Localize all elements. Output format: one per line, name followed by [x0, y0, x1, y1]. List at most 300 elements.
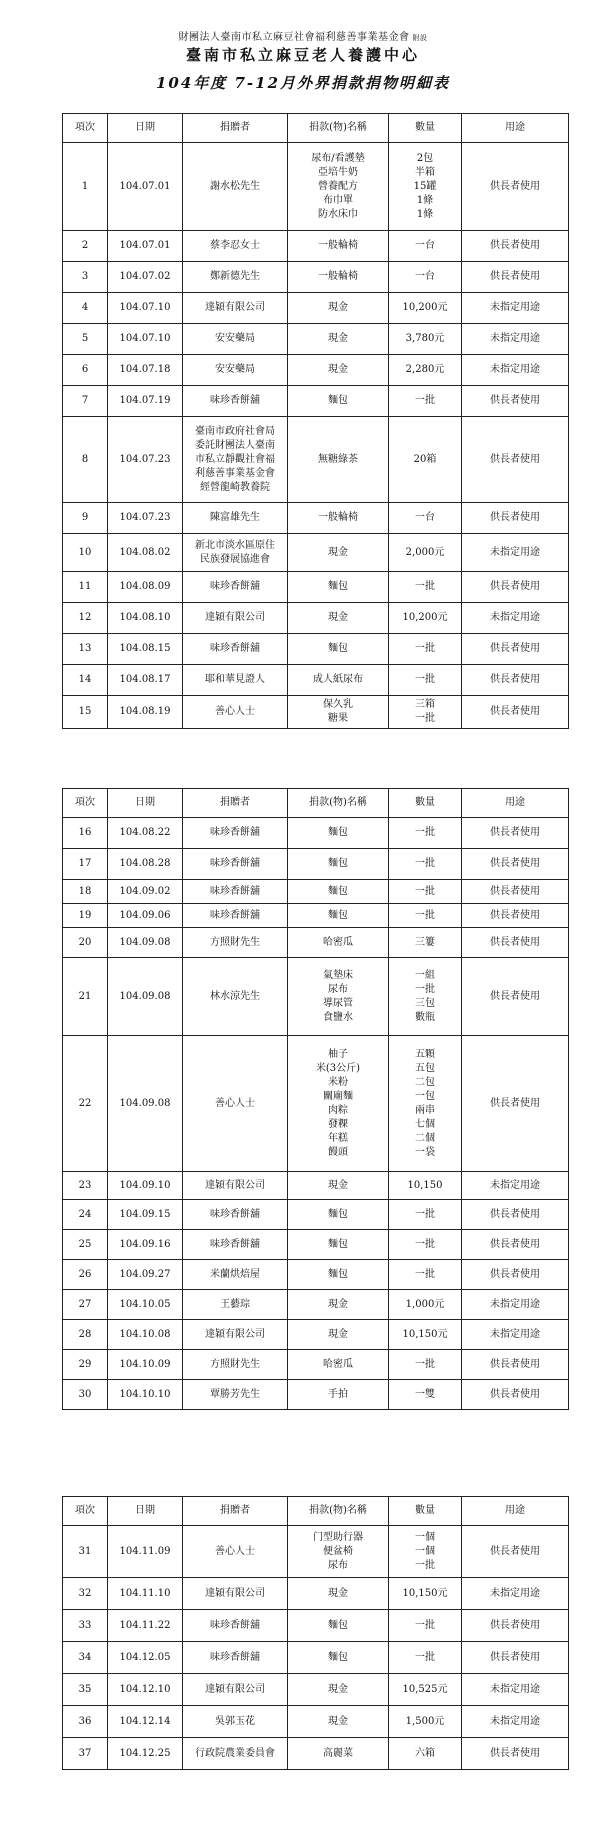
cell-donor — [183, 1230, 288, 1260]
cell-quantity-line: 二個 — [415, 1132, 435, 1144]
cell-quantity — [389, 324, 462, 355]
cell-donor-line: 利慈善事業基金會 — [195, 467, 275, 479]
cell-quantity-line: 一批 — [415, 983, 435, 995]
cell-purpose: 供長者使用 — [462, 634, 569, 665]
table-row — [63, 503, 569, 534]
cell-donor — [183, 1172, 288, 1200]
cell-quantity-line: 10,200元 — [402, 612, 448, 623]
cell-donation-name-line: 哈密瓜 — [323, 936, 353, 948]
cell-date: 104.11.10 — [108, 1578, 183, 1610]
cell-quantity — [389, 1172, 462, 1200]
cell-quantity-line: 三包 — [415, 997, 435, 1009]
cell-quantity — [389, 696, 462, 729]
cell-date: 104.09.06 — [108, 904, 183, 928]
cell-donation-name-line: 現金 — [328, 546, 348, 558]
cell-donation-name — [288, 572, 389, 603]
cell-purpose: 供長者使用 — [462, 928, 569, 958]
table-row — [63, 1350, 569, 1380]
cell-donation-name — [288, 1350, 389, 1380]
cell-quantity — [389, 1578, 462, 1610]
cell-quantity-line: 3,780元 — [405, 333, 445, 344]
table-row — [63, 1674, 569, 1706]
cell-donor — [183, 904, 288, 928]
cell-donation-name — [288, 849, 389, 880]
cell-quantity-line: 10,525元 — [402, 1683, 448, 1695]
cell-quantity — [389, 928, 462, 958]
header-col-item-no: 項次 — [63, 789, 108, 818]
cell-quantity — [389, 1674, 462, 1706]
cell-donor — [183, 1578, 288, 1610]
cell-quantity-line: 一包 — [415, 1090, 435, 1102]
table-row — [63, 1738, 569, 1770]
cell-donor-line: 陳富雄先生 — [210, 512, 260, 523]
cell-item-no: 25 — [63, 1230, 108, 1260]
cell-donor-line: 新北市淡水區原住 — [195, 539, 275, 551]
cell-quantity-line: 一批 — [415, 1651, 435, 1663]
cell-donation-name-line: 尿布 — [328, 1559, 348, 1571]
cell-quantity — [389, 1380, 462, 1410]
cell-donor — [183, 1674, 288, 1706]
cell-donation-name — [288, 503, 389, 534]
cell-donor-line: 味珍香餅舖 — [210, 1208, 260, 1220]
cell-donor-line: 蔡李忍女士 — [210, 240, 260, 251]
cell-purpose: 供長者使用 — [462, 1526, 569, 1578]
cell-date: 104.08.10 — [108, 603, 183, 634]
cell-donor-line: 王藝琮 — [220, 1298, 250, 1310]
header-col-date: 日期 — [108, 789, 183, 818]
cell-donation-name-line: 現金 — [328, 1587, 348, 1599]
cell-donation-name-line: 食鹽水 — [323, 1011, 353, 1023]
cell-donor — [183, 262, 288, 293]
cell-donation-name — [288, 386, 389, 417]
cell-date: 104.08.02 — [108, 534, 183, 572]
cell-item-no: 10 — [63, 534, 108, 572]
header-col-donor: 捐贈者 — [183, 1497, 288, 1526]
cell-donation-name-line: 現金 — [328, 1179, 348, 1191]
cell-donation-name-line: 麵包 — [328, 909, 348, 921]
cell-donor-line: 經營龍崎教養院 — [200, 481, 270, 493]
cell-item-no: 32 — [63, 1578, 108, 1610]
cell-item-no: 34 — [63, 1642, 108, 1674]
table-row — [63, 1706, 569, 1738]
cell-item-no: 15 — [63, 696, 108, 729]
cell-item-no: 31 — [63, 1526, 108, 1578]
cell-quantity-line: 一批 — [415, 1619, 435, 1631]
cell-date: 104.08.15 — [108, 634, 183, 665]
cell-donation-name-line: 糖果 — [328, 713, 348, 724]
cell-quantity-line: 一台 — [415, 512, 435, 523]
cell-donor — [183, 1706, 288, 1738]
cell-item-no: 14 — [63, 665, 108, 696]
cell-item-no: 5 — [63, 324, 108, 355]
header-col-purpose: 用途 — [462, 114, 569, 143]
cell-donor-line: 味珍香餅舖 — [210, 909, 260, 921]
cell-purpose: 未指定用途 — [462, 1320, 569, 1350]
cell-purpose: 未指定用途 — [462, 1706, 569, 1738]
cell-purpose: 供長者使用 — [462, 1200, 569, 1230]
cell-quantity-line: 一批 — [415, 827, 435, 838]
cell-quantity-line: 六箱 — [415, 1747, 435, 1759]
table-row — [63, 1036, 569, 1172]
cell-quantity-line: 兩串 — [415, 1104, 435, 1116]
cell-purpose: 供長者使用 — [462, 262, 569, 293]
cell-date: 104.09.10 — [108, 1172, 183, 1200]
cell-quantity-line: 一個 — [415, 1545, 435, 1557]
cell-item-no: 26 — [63, 1260, 108, 1290]
cell-donor-line: 味珍香餅舖 — [210, 1619, 260, 1631]
cell-item-no: 12 — [63, 603, 108, 634]
cell-donation-name — [288, 928, 389, 958]
cell-donation-name-line: 亞培牛奶 — [318, 166, 358, 178]
cell-quantity — [389, 503, 462, 534]
cell-purpose: 供長者使用 — [462, 665, 569, 696]
cell-date: 104.07.01 — [108, 143, 183, 231]
cell-donation-name-line: 現金 — [328, 364, 348, 375]
cell-item-no: 7 — [63, 386, 108, 417]
cell-purpose: 供長者使用 — [462, 696, 569, 729]
cell-quantity-line: 15罐 — [413, 180, 437, 192]
cell-date: 104.07.18 — [108, 355, 183, 386]
cell-donation-name-line: 現金 — [328, 302, 348, 313]
cell-item-no: 28 — [63, 1320, 108, 1350]
cell-donor-line: 味珍香餅舖 — [210, 1238, 260, 1250]
cell-item-no: 18 — [63, 880, 108, 904]
cell-donor-line: 味珍香餅舖 — [210, 885, 260, 897]
cell-item-no: 27 — [63, 1290, 108, 1320]
cell-quantity-line: 一批 — [415, 713, 435, 724]
table-row — [63, 1172, 569, 1200]
cell-quantity-line: 一批 — [415, 1268, 435, 1280]
cell-donor-line: 味珍香餅舖 — [210, 643, 260, 654]
cell-donor — [183, 1036, 288, 1172]
cell-donor-line: 吳郭玉花 — [215, 1715, 255, 1727]
cell-donor-line: 臺南市政府社會局 — [195, 425, 275, 437]
cell-donation-name-line: 現金 — [328, 1683, 348, 1695]
cell-date: 104.10.08 — [108, 1320, 183, 1350]
cell-item-no: 21 — [63, 958, 108, 1036]
cell-donor-line: 達穎有限公司 — [205, 1587, 265, 1599]
cell-purpose: 供長者使用 — [462, 143, 569, 231]
header-col-purpose: 用途 — [462, 789, 569, 818]
cell-quantity-line: 10,150元 — [402, 1328, 448, 1340]
header-col-item-no: 項次 — [63, 114, 108, 143]
cell-donation-name — [288, 1738, 389, 1770]
cell-quantity — [389, 1526, 462, 1578]
cell-quantity — [389, 417, 462, 503]
cell-purpose: 未指定用途 — [462, 324, 569, 355]
cell-donor — [183, 324, 288, 355]
cell-donation-name — [288, 262, 389, 293]
cell-date: 104.08.22 — [108, 818, 183, 849]
cell-date: 104.10.05 — [108, 1290, 183, 1320]
header-col-quantity: 數量 — [389, 114, 462, 143]
table-row — [63, 1578, 569, 1610]
cell-donor-line: 味珍香餅舖 — [210, 827, 260, 838]
cell-purpose: 供長者使用 — [462, 1380, 569, 1410]
cell-quantity-line: 半箱 — [415, 166, 435, 178]
cell-quantity-line: 10,200元 — [402, 302, 448, 313]
cell-purpose: 供長者使用 — [462, 818, 569, 849]
cell-date: 104.12.05 — [108, 1642, 183, 1674]
cell-donor-line: 善心人士 — [215, 1545, 255, 1557]
cell-quantity — [389, 355, 462, 386]
table-header-row — [63, 114, 569, 143]
cell-date: 104.11.22 — [108, 1610, 183, 1642]
cell-donation-name — [288, 1578, 389, 1610]
cell-donation-name-line: 麵包 — [328, 885, 348, 897]
cell-donation-name-line: 麵包 — [328, 1651, 348, 1663]
cell-purpose: 供長者使用 — [462, 880, 569, 904]
cell-purpose: 未指定用途 — [462, 603, 569, 634]
cell-quantity-line: 10,150元 — [402, 1587, 448, 1599]
cell-date: 104.10.09 — [108, 1350, 183, 1380]
cell-donation-name-line: 麵包 — [328, 1619, 348, 1631]
cell-item-no: 22 — [63, 1036, 108, 1172]
cell-donor-line: 市私立靜觀社會福 — [195, 453, 275, 465]
cell-quantity-line: 數瓶 — [415, 1011, 435, 1023]
cell-donor — [183, 355, 288, 386]
cell-donor — [183, 386, 288, 417]
cell-donation-name — [288, 1610, 389, 1642]
cell-quantity — [389, 262, 462, 293]
cell-donation-name-line: 高麗菜 — [323, 1747, 353, 1759]
cell-donor — [183, 1738, 288, 1770]
cell-item-no: 20 — [63, 928, 108, 958]
cell-quantity — [389, 1230, 462, 1260]
cell-item-no: 30 — [63, 1380, 108, 1410]
cell-donation-name-line: 麵包 — [328, 1268, 348, 1280]
cell-donation-name — [288, 634, 389, 665]
table-header-row — [63, 789, 569, 818]
cell-donation-name-line: 導尿管 — [323, 997, 353, 1009]
cell-donation-name — [288, 1260, 389, 1290]
cell-donation-name — [288, 1380, 389, 1410]
cell-donation-name — [288, 324, 389, 355]
cell-quantity-line: 五包 — [415, 1062, 435, 1074]
table-row — [63, 928, 569, 958]
cell-donation-name-line: 尿布/看護墊 — [311, 152, 365, 164]
cell-date: 104.12.10 — [108, 1674, 183, 1706]
document-title: 104年度 7-12月外界捐款捐物明細表 — [155, 74, 451, 92]
cell-donor — [183, 634, 288, 665]
cell-date: 104.09.08 — [108, 928, 183, 958]
cell-quantity — [389, 1738, 462, 1770]
table-row — [63, 1380, 569, 1410]
cell-donation-name-line: 米(3公斤) — [315, 1062, 361, 1074]
cell-donation-name — [288, 417, 389, 503]
cell-donation-name-line: 肉粽 — [328, 1104, 348, 1116]
cell-quantity-line: 2,000元 — [405, 546, 445, 558]
cell-donation-name-line: 麵包 — [328, 1208, 348, 1220]
cell-donor-line: 味珍香餅舖 — [210, 858, 260, 869]
table-row — [63, 143, 569, 231]
cell-quantity-line: 一批 — [415, 643, 435, 654]
cell-donation-name-line: 現金 — [328, 1328, 348, 1340]
cell-purpose: 供長者使用 — [462, 849, 569, 880]
cell-quantity-line: 三簍 — [415, 936, 435, 948]
cell-item-no: 3 — [63, 262, 108, 293]
cell-donation-name — [288, 818, 389, 849]
cell-quantity-line: 一個 — [415, 1531, 435, 1543]
table-row — [63, 1610, 569, 1642]
cell-donor-line: 善心人士 — [215, 1097, 255, 1109]
cell-purpose: 未指定用途 — [462, 1674, 569, 1706]
cell-item-no: 29 — [63, 1350, 108, 1380]
cell-purpose: 未指定用途 — [462, 355, 569, 386]
cell-quantity-line: 二包 — [415, 1076, 435, 1088]
cell-donor — [183, 849, 288, 880]
cell-donation-name — [288, 1674, 389, 1706]
cell-donor — [183, 143, 288, 231]
table-row — [63, 572, 569, 603]
cell-quantity-line: 1,500元 — [405, 1715, 445, 1727]
cell-donor — [183, 417, 288, 503]
table-row — [63, 1526, 569, 1578]
table-row — [63, 958, 569, 1036]
cell-donation-name — [288, 293, 389, 324]
table-row — [63, 262, 569, 293]
cell-quantity — [389, 603, 462, 634]
cell-quantity-line: 一批 — [415, 395, 435, 406]
cell-donation-name — [288, 1200, 389, 1230]
donation-table-section-1 — [62, 113, 569, 729]
cell-quantity-line: 五顆 — [415, 1048, 435, 1060]
table-row — [63, 293, 569, 324]
cell-item-no: 1 — [63, 143, 108, 231]
cell-donor — [183, 572, 288, 603]
cell-quantity-line: 10,150 — [407, 1179, 443, 1191]
cell-quantity-line: 一台 — [415, 240, 435, 251]
cell-donor-line: 達穎有限公司 — [205, 1179, 265, 1191]
header-col-quantity: 數量 — [389, 789, 462, 818]
cell-donation-name — [288, 231, 389, 262]
cell-date: 104.09.02 — [108, 880, 183, 904]
cell-quantity-line: 2,280元 — [405, 364, 445, 375]
cell-donation-name-line: 保久乳 — [323, 699, 353, 710]
cell-quantity — [389, 634, 462, 665]
cell-donation-name-line: 一般輪椅 — [318, 512, 358, 523]
cell-donation-name — [288, 1172, 389, 1200]
cell-donor-line: 達穎有限公司 — [205, 612, 265, 623]
cell-donation-name-line: 氣墊床 — [323, 969, 353, 981]
cell-quantity — [389, 386, 462, 417]
cell-donation-name-line: 麵包 — [328, 827, 348, 838]
cell-donor-line: 味珍香餅舖 — [210, 1651, 260, 1663]
table-row — [63, 634, 569, 665]
document-header — [0, 0, 606, 110]
donation-table-section-3 — [62, 1496, 569, 1770]
table-row — [63, 665, 569, 696]
cell-date: 104.08.17 — [108, 665, 183, 696]
cell-donor-line: 味珍香餅舖 — [210, 395, 260, 406]
table-row — [63, 1200, 569, 1230]
cell-donor — [183, 1380, 288, 1410]
cell-quantity — [389, 1320, 462, 1350]
cell-donation-name — [288, 143, 389, 231]
cell-donation-name-line: 米粉 — [328, 1076, 348, 1088]
cell-donor-line: 耶和華見證人 — [205, 674, 265, 685]
cell-donor — [183, 1610, 288, 1642]
cell-donation-name-line: 尿布 — [328, 983, 348, 995]
cell-item-no: 4 — [63, 293, 108, 324]
cell-donation-name-line: 麵包 — [328, 1238, 348, 1250]
header-col-donation-name: 捐款(物)名稱 — [288, 114, 389, 143]
cell-quantity-line: 七個 — [415, 1118, 435, 1130]
cell-quantity-line: 一批 — [415, 885, 435, 897]
table-row — [63, 603, 569, 634]
header-col-donor: 捐贈者 — [183, 114, 288, 143]
header-col-date: 日期 — [108, 114, 183, 143]
table-row — [63, 534, 569, 572]
cell-date: 104.08.28 — [108, 849, 183, 880]
table-row — [63, 355, 569, 386]
cell-date: 104.07.10 — [108, 324, 183, 355]
cell-quantity — [389, 231, 462, 262]
cell-donation-name-line: 麵包 — [328, 643, 348, 654]
cell-quantity-line: 20箱 — [413, 453, 437, 465]
table-row — [63, 1260, 569, 1290]
table-row — [63, 1320, 569, 1350]
cell-quantity-line: 一雙 — [415, 1388, 435, 1400]
cell-donor — [183, 665, 288, 696]
cell-purpose: 供長者使用 — [462, 1350, 569, 1380]
table-row — [63, 231, 569, 262]
cell-quantity — [389, 1706, 462, 1738]
organization-line — [0, 28, 606, 43]
cell-donation-name-line: 無糖綠茶 — [318, 453, 358, 465]
cell-purpose: 供長者使用 — [462, 904, 569, 928]
cell-quantity-line: 1條 — [416, 208, 434, 220]
cell-quantity — [389, 1350, 462, 1380]
cell-purpose: 供長者使用 — [462, 231, 569, 262]
cell-donor-line: 達穎有限公司 — [205, 1683, 265, 1695]
cell-quantity — [389, 293, 462, 324]
cell-date: 104.07.19 — [108, 386, 183, 417]
cell-donor-line: 方照財先生 — [210, 936, 260, 948]
cell-donation-name-line: 現金 — [328, 1715, 348, 1727]
cell-donation-name — [288, 355, 389, 386]
cell-donation-name — [288, 1230, 389, 1260]
cell-donor — [183, 818, 288, 849]
cell-item-no: 24 — [63, 1200, 108, 1230]
cell-item-no: 11 — [63, 572, 108, 603]
cell-donation-name-line: 门型助行器 — [313, 1531, 363, 1543]
cell-donation-name-line: 布巾單 — [323, 194, 353, 206]
cell-quantity-line: 一批 — [415, 909, 435, 921]
cell-donor-line: 林水涼先生 — [210, 990, 260, 1002]
cell-donation-name — [288, 1526, 389, 1578]
cell-donation-name — [288, 1706, 389, 1738]
header-col-quantity: 數量 — [389, 1497, 462, 1526]
cell-quantity-line: 一袋 — [415, 1146, 435, 1158]
cell-purpose: 供長者使用 — [462, 572, 569, 603]
cell-donation-name-line: 柚子 — [328, 1048, 348, 1060]
cell-item-no: 8 — [63, 417, 108, 503]
cell-quantity-line: 一批 — [415, 581, 435, 592]
cell-date: 104.11.09 — [108, 1526, 183, 1578]
cell-item-no: 6 — [63, 355, 108, 386]
organization-name: 財團法人臺南市私立麻豆社會福利慈善事業基金會 — [178, 32, 410, 43]
cell-purpose: 未指定用途 — [462, 293, 569, 324]
cell-purpose: 供長者使用 — [462, 1610, 569, 1642]
cell-donation-name — [288, 1036, 389, 1172]
cell-donor — [183, 1200, 288, 1230]
cell-quantity — [389, 958, 462, 1036]
cell-date: 104.08.09 — [108, 572, 183, 603]
cell-donation-name-line: 成人紙尿布 — [313, 674, 363, 685]
cell-donor — [183, 1642, 288, 1674]
cell-donor-line: 米蘭烘焙屋 — [210, 1268, 260, 1280]
